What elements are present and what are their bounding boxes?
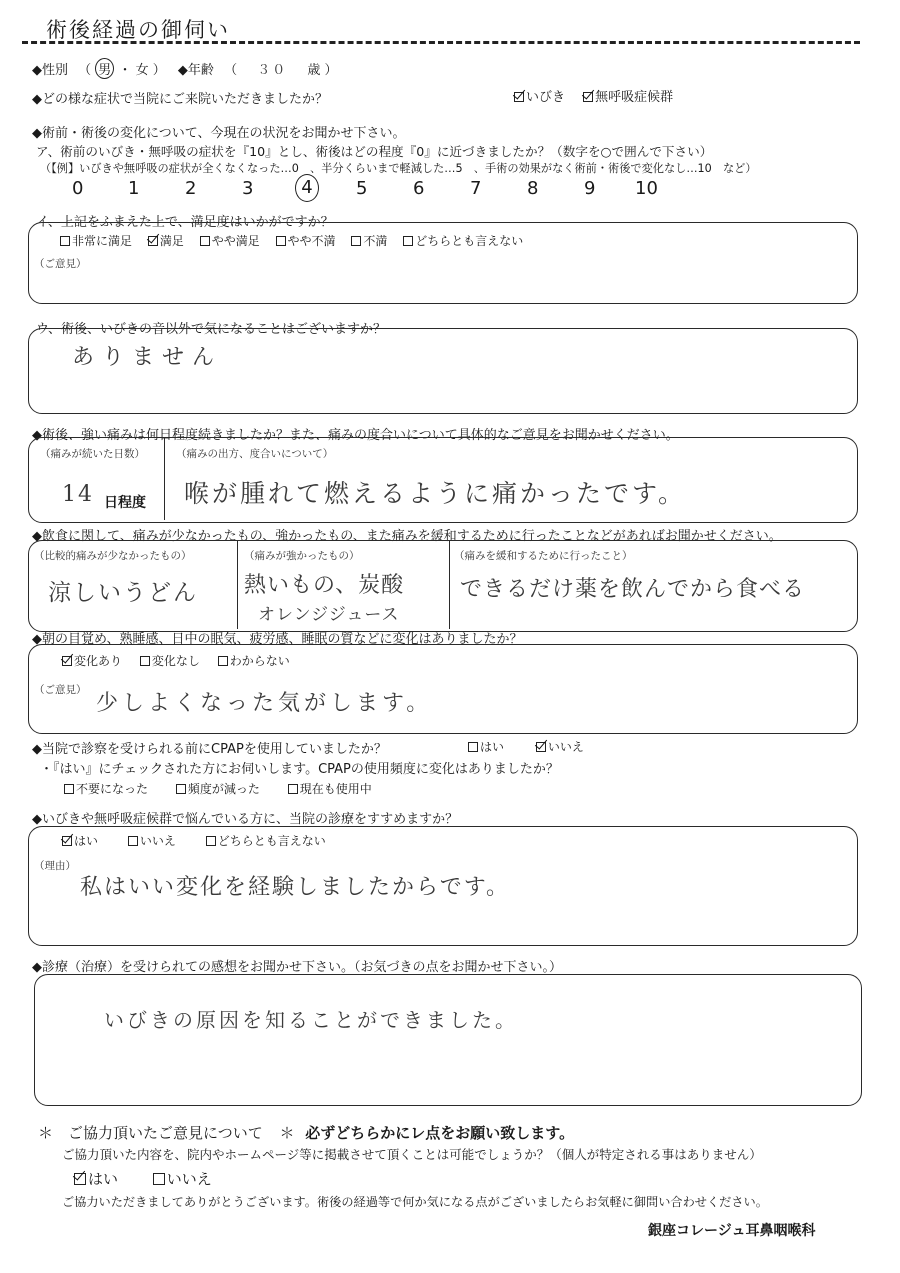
checkbox-apnea[interactable]	[583, 92, 593, 102]
food-strong-answer-2[interactable]: オレンジジュース	[258, 605, 400, 625]
option-apnea[interactable]: 無呼吸症候群	[583, 90, 673, 105]
option-unknown[interactable]: わからない	[218, 654, 290, 668]
option-somewhat-dissatisfied[interactable]: やや不満	[276, 234, 336, 248]
food-divider-1	[237, 541, 238, 629]
recommend-reason-label: （理由）	[34, 860, 76, 872]
food-strong-label: （痛みが強かったもの）	[244, 550, 360, 562]
scale-7[interactable]: 7	[470, 178, 482, 199]
gender-open: （	[78, 63, 92, 78]
impression-box	[34, 974, 862, 1106]
option-still-using[interactable]: 現在も使用中	[288, 782, 372, 796]
option-dissatisfied[interactable]: 不満	[351, 234, 387, 248]
scale-3[interactable]: 3	[242, 178, 254, 199]
sleep-opinion-label: （ご意見）	[34, 684, 87, 696]
q-change-example: （【例】いびきや無呼吸の症状が全くなくなった…0 、半分くらいまで軽減した…5 、手術の効果がなく術前・術後で変化なし…10 など）	[40, 162, 757, 175]
other-answer[interactable]: ありません	[72, 345, 223, 370]
sleep-answer[interactable]: 少しよくなった気がします。	[96, 691, 433, 716]
checkbox-consent-no[interactable]	[153, 1173, 165, 1185]
scale-1[interactable]: 1	[128, 178, 140, 199]
q-other-label: ウ、術後、いびきの音以外で気になることはございますか？	[36, 322, 386, 337]
checkbox-dissatisfied[interactable]	[351, 236, 361, 246]
option-no-longer-needed[interactable]: 不要になった	[64, 782, 148, 796]
checkbox-somewhat-dissatisfied[interactable]	[276, 236, 286, 246]
option-changed[interactable]: 変化あり	[62, 654, 122, 668]
option-neither[interactable]: どちらとも言えない	[403, 234, 523, 248]
scale-8[interactable]: 8	[527, 178, 539, 199]
checkbox-no-change[interactable]	[140, 656, 150, 666]
pain-days-unit: 日程度	[104, 495, 146, 511]
food-divider-2	[449, 541, 450, 629]
profile-row	[32, 58, 338, 79]
q-symptoms-label: ◆どの様な症状で当院にご来院いただきましたか？	[32, 92, 328, 107]
q-recommend-label: ◆いびきや無呼吸症候群で悩んでいる方に、当院の診療をすすめますか？	[32, 812, 459, 827]
satisfaction-opinion-label: （ご意見）	[34, 258, 87, 270]
checkbox-recommend-neither[interactable]	[206, 836, 216, 846]
checkbox-neither[interactable]	[403, 236, 413, 246]
checkbox-snoring[interactable]	[514, 92, 524, 102]
title-divider	[22, 41, 860, 44]
checkbox-no-longer-needed[interactable]	[64, 784, 74, 794]
option-consent-no[interactable]: いいえ	[153, 1170, 212, 1188]
q-cpap-sub-label: ・『はい』にチェックされた方にお伺いします。CPAPの使用頻度に変化はありましたか？	[40, 762, 559, 777]
food-strong-answer-1[interactable]: 熱いもの、炭酸	[244, 573, 405, 598]
age-open: （	[224, 63, 238, 78]
q-symptoms-options	[514, 86, 673, 105]
scale-0[interactable]: 0	[72, 178, 84, 199]
option-satisfied[interactable]: 満足	[148, 234, 184, 248]
checkbox-cpap-no[interactable]	[536, 742, 546, 752]
q-impression-label: ◆診療（治療）を受けられての感想をお聞かせ下さい。（お気づきの点をお聞かせ下さい。）	[32, 960, 562, 975]
age-value[interactable]: ３０	[257, 63, 288, 78]
gender-dot: ・	[118, 63, 132, 78]
cpap-options	[468, 738, 584, 755]
thanks-text: ご協力いただきましてありがとうございます。術後の経過等で何か気になる点がございましたらお気軽に御問い合わせください。	[62, 1195, 768, 1209]
checkbox-somewhat-satisfied[interactable]	[200, 236, 210, 246]
scale-9[interactable]: 9	[584, 178, 596, 199]
option-consent-yes[interactable]: はい	[74, 1170, 118, 1188]
food-relief-label: （痛みを緩和するために行ったこと）	[454, 550, 633, 562]
age-label: ◆年齢	[177, 63, 214, 78]
option-less-frequent[interactable]: 頻度が減った	[176, 782, 260, 796]
scale-5[interactable]: 5	[356, 178, 368, 199]
q-pain-label: ◆術後、強い痛みは何日程度続きましたか？また、痛みの度合いについて具体的なご意見をお聞かせください。	[32, 428, 679, 443]
q-change-sub-a: ア、術前のいびき・無呼吸の症状を『10』とし、術後はどの程度『0』に近づきましたか？（数字を○で囲んで下さい）	[36, 144, 713, 159]
gender-female[interactable]: 女	[135, 63, 149, 78]
checkbox-consent-yes[interactable]	[74, 1173, 86, 1185]
recommend-options	[62, 832, 326, 849]
pain-degree-label: （痛みの出方、度合いについて）	[176, 448, 334, 460]
pain-days-label: （痛みが続いた日数）	[40, 448, 145, 460]
checkbox-very-satisfied[interactable]	[60, 236, 70, 246]
option-snoring[interactable]: いびき	[514, 90, 565, 105]
checkbox-satisfied[interactable]	[148, 236, 158, 246]
checkbox-changed[interactable]	[62, 656, 72, 666]
scale-2[interactable]: 2	[185, 178, 197, 199]
option-no-change[interactable]: 変化なし	[140, 654, 200, 668]
consent-question: ご協力頂いた内容を、院内やホームページ等に掲載させて頂くことは可能でしょうか？（個人が特定される事はありません）	[62, 1147, 762, 1162]
pain-divider	[164, 438, 165, 520]
food-less-answer[interactable]: 涼しいうどん	[48, 580, 198, 606]
consent-heading: ＊ ご協力頂いたご意見について ＊ 必ずどちらかにレ点をお願い致します。	[38, 1124, 575, 1142]
age-unit: 歳	[307, 63, 321, 78]
option-recommend-neither[interactable]: どちらとも言えない	[206, 834, 326, 848]
q-food-label: ◆飲食に関して、痛みが少なかったもの、強かったもの、また痛みを緩和するために行ったことなどがあればお聞かせください。	[32, 529, 782, 544]
gender-male[interactable]: 男	[95, 58, 114, 79]
checkbox-cpap-yes[interactable]	[468, 742, 478, 752]
satisfaction-options	[60, 232, 523, 249]
consent-options	[74, 1168, 212, 1189]
clinic-name: 銀座コレージュ耳鼻咽喉科	[648, 1223, 816, 1239]
scale-4[interactable]: 4	[295, 174, 319, 202]
food-relief-answer[interactable]: できるだけ薬を飲んでから食べる	[460, 577, 806, 602]
page-title: 術後経過の御伺い	[46, 18, 230, 42]
food-less-label: （比較的痛みが少なかったもの）	[34, 550, 192, 562]
gender-close: ）	[152, 63, 166, 78]
q-change-label: ◆術前・術後の変化について、今現在の状況をお聞かせ下さい。	[32, 126, 406, 141]
q-sleep-label: ◆朝の目覚め、熟睡感、日中の眠気、疲労感、睡眠の質などに変化はありましたか？	[32, 632, 523, 647]
checkbox-recommend-no[interactable]	[128, 836, 138, 846]
pain-days-value[interactable]: 14	[62, 482, 94, 507]
checkbox-unknown[interactable]	[218, 656, 228, 666]
option-recommend-no[interactable]: いいえ	[128, 834, 176, 848]
age-close: ）	[324, 63, 338, 78]
option-recommend-yes[interactable]: はい	[62, 834, 98, 848]
option-somewhat-satisfied[interactable]: やや満足	[200, 234, 260, 248]
checkbox-still-using[interactable]	[288, 784, 298, 794]
impression-answer[interactable]: いびきの原因を知ることができました。	[104, 1008, 518, 1032]
scale-10[interactable]: 10	[635, 178, 658, 199]
option-very-satisfied[interactable]: 非常に満足	[60, 234, 132, 248]
cpap-sub-options	[64, 780, 372, 797]
scale-6[interactable]: 6	[413, 178, 425, 199]
option-cpap-no[interactable]: いいえ	[536, 740, 584, 754]
sleep-options	[62, 652, 290, 669]
checkbox-recommend-yes[interactable]	[62, 836, 72, 846]
option-cpap-yes[interactable]: はい	[468, 740, 504, 754]
q-satisfaction-label: イ、上記をふまえた上で、満足度はいかがですか？	[36, 215, 334, 230]
pain-degree-answer[interactable]: 喉が腫れて燃えるように痛かったです。	[184, 479, 687, 508]
checkbox-less-frequent[interactable]	[176, 784, 186, 794]
recommend-answer[interactable]: 私はいい変化を経験しましたからです。	[80, 875, 511, 900]
q-cpap-label: ◆当院で診察を受けられる前にCPAPを使用していましたか？	[32, 742, 387, 757]
gender-label: ◆性別	[32, 63, 68, 78]
